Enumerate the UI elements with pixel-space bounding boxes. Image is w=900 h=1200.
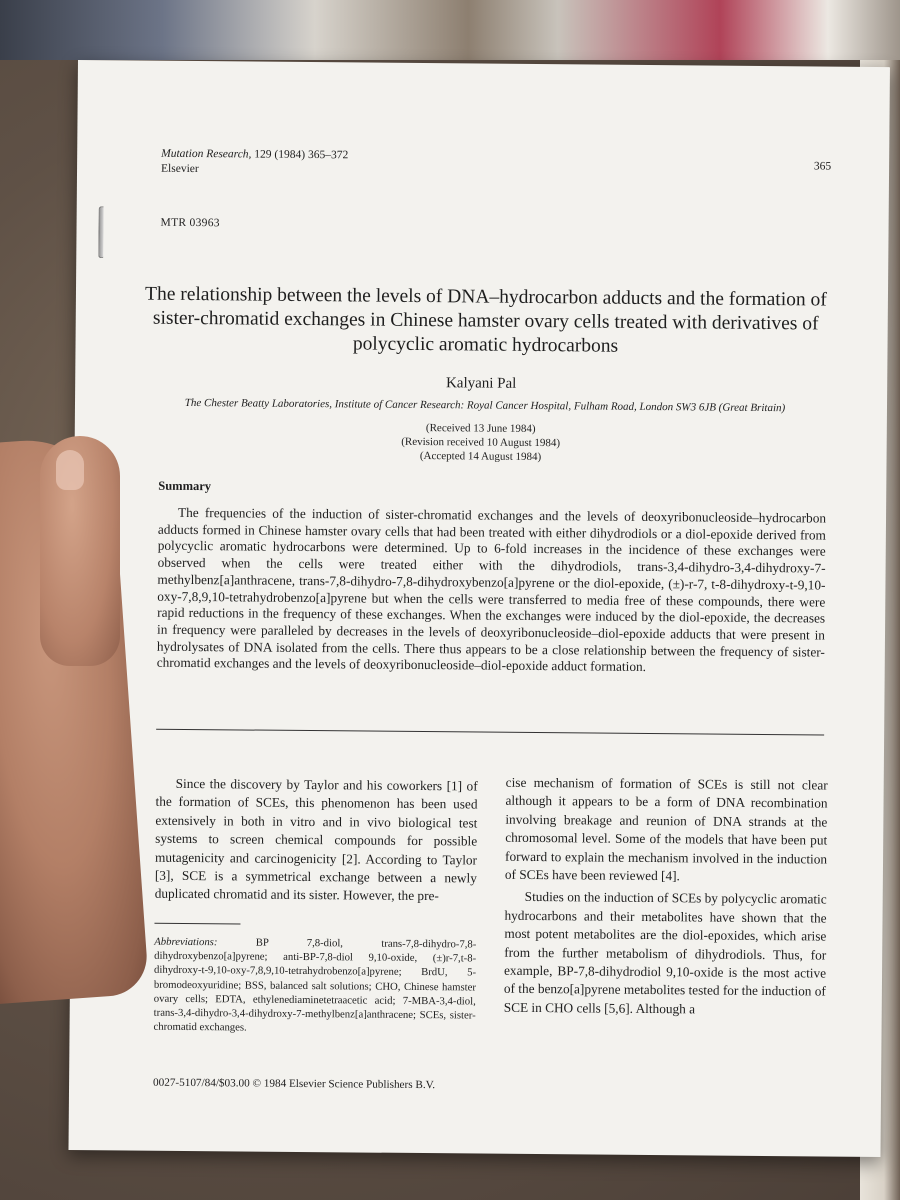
article-title: The relationship between the levels of DNA–hydrocarbon adducts and the formation of sister-chromatid exchanges in Chinese hamster ovary cells treated with derivatives of polycyclic aromatic hydrocarbons	[144, 283, 827, 357]
article-dates	[75, 418, 887, 467]
article-code: MTR 03963	[160, 216, 220, 230]
thumbnail-nail	[56, 450, 84, 490]
body-right-column	[504, 774, 828, 1020]
accepted-date: (Accepted 14 August 1984)	[419, 449, 542, 464]
journal-volume: 129 (1984) 365–372	[254, 148, 349, 162]
author-name: Kalyani Pal	[445, 375, 517, 392]
abbreviations-label: Abbreviations:	[154, 935, 218, 949]
mechanism-paragraph: cise mechanism of formation of SCEs is still not clear although it appears to be a form of DNA recombination involving breakage and reunion of DNA strands at the chromosomal level. Some of the models that have been put forward to explain the mechanism involved in the induction of SCEs have been reviewed [4].	[504, 774, 828, 884]
abbreviations-footnote	[154, 935, 477, 1037]
journal-citation	[161, 147, 348, 179]
studies-paragraph: Studies on the induction of SCEs by polycyclic aromatic hydrocarbons and their metabolites have shown that the most potent metabolites are the diol-epoxides, which arise from the further metabolism of dihydrodiols. Thus, for example, BP-7,8-dihydrodiol 9,10-oxide is the most active of the benzo[a]pyrene metabolites tested for the induction of SCE in CHO cells [5,6]. Although a	[503, 889, 827, 1017]
footnote-divider	[154, 923, 240, 925]
paper-page	[68, 60, 889, 1157]
summary-heading: Summary	[158, 478, 212, 494]
copyright-footer: 0027-5107/84/$03.00 © 1984 Elsevier Science Publishers B.V.	[153, 1076, 436, 1092]
intro-paragraph: Since the discovery by Taylor and his coworkers [1] of the formation of SCEs, this phenomenon has been used extensively in both in vitro and in vivo biological test systems to screen chemical compounds for possible mutagenicity and carcinogenicity [2]. According to Taylor [3], SCE is a symmetrical exchange between a newly duplicated chromatid and its sister. However, the pre-	[154, 775, 478, 904]
staple-top	[98, 206, 103, 258]
summary-divider	[156, 729, 824, 736]
summary-text: The frequencies of the induction of sister-chromatid exchanges and the levels of deoxyribonucleoside–hydrocarbon adducts formed in Chinese hamster ovary cells that had been treated with either dihydrodiols or a diol-epoxide derived from polycyclic aromatic hydrocarbons were determined. Up to 6-fold increases in the incidence of these exchanges were observed when the cells were treated either with the dihydrodiols, trans-3,4-dihydro-3,4-dihydroxy-7-methylbenz[a]anthracene, trans-7,8-dihydro-7,8-dihydroxybenzo[a]pyrene or the diol-epoxide, (±)-r-7, t-8-dihydroxy-t-9,10-oxy-7,8,9,10-tetrahydrobenzo[a]pyrene but when the cells were transferred to media free of these compounds, there were rapid reductions in the frequency of these exchanges. When the exchanges were induced by the diol-epoxide, the decreases in frequency were paralleled by decreases in the levels of deoxyribonucleoside–diol-epoxide adducts that were present in hydrolysates of DNA isolated from the cells. There thus appears to be a close relationship between the frequency of sister-chromatid exchanges and the levels of deoxyribonucleoside–diol-epoxide adduct formation.	[156, 504, 827, 675]
received-date: (Received 13 June 1984)	[425, 422, 536, 436]
abbreviations-text: BP 7,8-diol, trans-7,8-dihydro-7,8-dihydroxybenzo[a]pyrene; anti-BP-7,8-diol 9,10-oxide, (±)r-7,t-8-dihydroxy-t-9,10-oxy-7,8,9,10-tetrahydrobenzo[a]pyrene; BrdU, 5-bromodeoxyuridine; BSS, balanced salt solutions; CHO, Chinese hamster ovary cells; EDTA, ethylenediaminetetraacetic acid; 7-MBA-3,4-diol, trans-3,4-dihydro-3,4-dihydroxy-7-methylbenz[a]anthracene; SCEs, sister-chromatid exchanges.	[153, 936, 477, 1034]
publisher: Elsevier	[161, 162, 199, 176]
page-number: 365	[813, 160, 832, 173]
author-affiliation: The Chester Beatty Laboratories, Institute of Cancer Research: Royal Cancer Hospital, Fulham Road, London SW3 6JB (Great Britain)	[184, 396, 786, 415]
body-left-column	[155, 775, 478, 907]
journal-name: Mutation Research,	[161, 147, 252, 161]
revised-date: (Revision received 10 August 1984)	[401, 435, 561, 450]
